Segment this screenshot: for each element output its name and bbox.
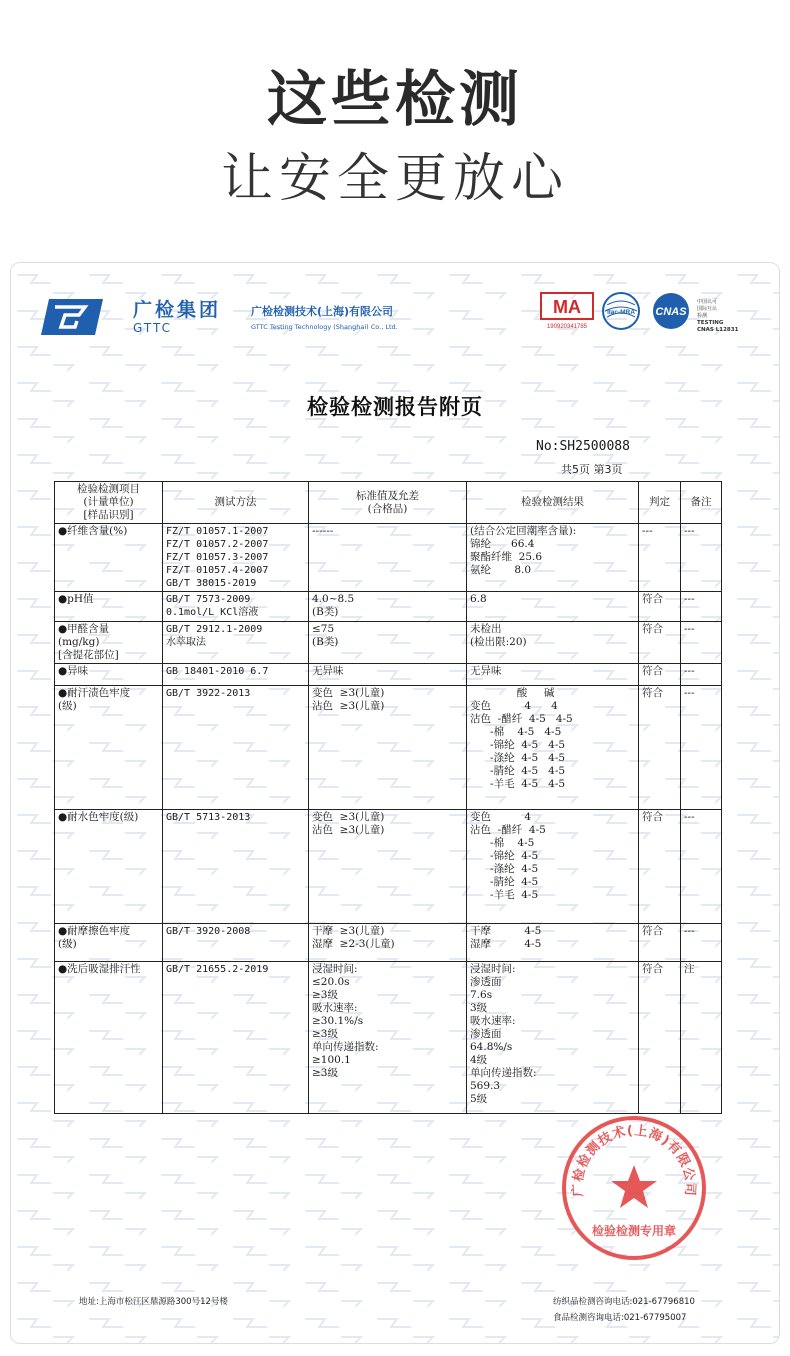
cell-standard-line: 单向传递指数:: [312, 1041, 379, 1053]
cell-result-line: 变色 4 4: [470, 700, 558, 712]
cell-item-line: ●纤维含量(%): [58, 525, 128, 537]
cell-item: [55, 622, 163, 664]
footer-food-phone: 食品检测咨询电话:021-67795007: [553, 1313, 687, 1323]
seal-top-text: 广检检测技术(上海)有限公司: [570, 1123, 698, 1198]
cnas-line3: 检测: [697, 313, 708, 319]
cell-result: [467, 592, 639, 622]
cell-result-line: 浸湿时间:: [470, 963, 516, 975]
cell-standard-line: 湿摩 ≥2-3(儿童): [312, 938, 395, 950]
cell-standard-line: 4.0~8.5: [312, 593, 355, 605]
cell-standard-line: 沾色 ≥3(儿童): [312, 824, 385, 836]
cell-result-line: 渗透面: [470, 976, 502, 988]
cell-result-line: -涤纶 4-5: [470, 863, 539, 875]
cell-standard-line: 浸湿时间:: [312, 963, 358, 975]
cell-standard-line: 变色 ≥3(儿童): [312, 811, 385, 823]
cell-item: [55, 810, 163, 924]
cnas-accreditation-text: [697, 299, 757, 334]
cell-method-line: 水萃取法: [166, 637, 206, 648]
cell-result-line: 64.8%/s: [470, 1041, 513, 1053]
cnas-line4: TESTING: [697, 320, 724, 326]
cell-result: [467, 524, 639, 592]
cell-method-line: GB/T 5713-2013: [166, 812, 251, 823]
cell-result-line: -涤纶 4-5 4-5: [470, 752, 566, 764]
cell-standard-line: ≤75: [312, 623, 335, 635]
cell-method-line: 0.1mol/L KCl溶液: [166, 607, 259, 618]
cell-item: [55, 962, 163, 1114]
cell-remark: 注: [681, 962, 722, 1114]
cnas-logo-icon: [645, 291, 697, 331]
cell-result-line: 聚酯纤维 25.6: [470, 551, 543, 563]
cell-result-line: 沾色 -醋纤 4-5 4-5: [470, 713, 573, 725]
cell-item-line: ●甲醛含量: [58, 623, 110, 635]
cell-result-line: 6.8: [470, 593, 487, 605]
cell-item-line: ●耐摩擦色牢度: [58, 925, 131, 937]
cell-item: [55, 524, 163, 592]
cell-standard-line: ≤20.0s: [312, 976, 350, 988]
footer-address: 地址:上海市松江区鼎源路300号12号楼: [79, 1297, 228, 1307]
table-row: [55, 962, 722, 1114]
cell-method-line: FZ/T 01057.3-2007: [166, 552, 269, 563]
header-method: 测试方法: [163, 482, 309, 524]
cell-result-line: (检出限:20): [470, 636, 527, 648]
cell-method-line: GB/T 3920-2008: [166, 926, 251, 937]
cell-standard-line: ≥3级: [312, 1028, 338, 1040]
table-row: [55, 592, 722, 622]
cell-result-line: 4级: [470, 1054, 488, 1066]
cell-result-line: 5级: [470, 1093, 488, 1105]
gttc-logo-icon: [41, 299, 103, 335]
cell-result: [467, 622, 639, 664]
header-result: 检验检测结果: [467, 482, 639, 524]
cell-result-line: 吸水速率:: [470, 1015, 516, 1027]
cell-method: [163, 810, 309, 924]
cell-result-line: 沾色 -醋纤 4-5: [470, 824, 546, 836]
test-results-table: [54, 481, 722, 1114]
cell-method-line: GB/T 38015-2019: [166, 578, 257, 589]
header-item-line: (计量单位): [83, 496, 134, 508]
cell-method: [163, 622, 309, 664]
cell-standard: [309, 686, 467, 810]
header-standard: [309, 482, 467, 524]
cell-standard-line: 无异味: [312, 665, 344, 677]
footer-textile-phone: 纺织品检测咨询电话:021-67796810: [553, 1297, 695, 1307]
table-header-row: [55, 482, 722, 524]
cell-result-line: 7.6s: [470, 989, 493, 1001]
cnas-line2: 国际互认: [697, 306, 718, 312]
cell-result-line: 3级: [470, 1002, 488, 1014]
cell-standard-line: (B类): [312, 606, 339, 618]
cell-item-line: ●洗后吸湿排汗性: [58, 963, 141, 975]
cell-result-line: -羊毛 4-5: [470, 889, 539, 901]
cma-text: MA: [553, 297, 581, 317]
cell-result-line: 酸 碱: [470, 687, 555, 699]
cell-result: [467, 810, 639, 924]
table-row: [55, 810, 722, 924]
cell-judgement: 符合: [639, 686, 681, 810]
cell-method-line: GB/T 7573-2009: [166, 594, 251, 605]
table-row: [55, 924, 722, 962]
cell-remark: ---: [681, 664, 722, 686]
cell-remark: ---: [681, 592, 722, 622]
cell-standard-line: ≥100.1: [312, 1054, 351, 1066]
cell-judgement: 符合: [639, 622, 681, 664]
cell-remark: ---: [681, 686, 722, 810]
cell-standard: [309, 592, 467, 622]
cell-item: [55, 686, 163, 810]
brand-name-en: GTTC: [133, 321, 172, 335]
ilac-mra-logo-icon: [601, 291, 641, 331]
header-judgement: 判定: [639, 482, 681, 524]
table-row: [55, 524, 722, 592]
cell-item: [55, 924, 163, 962]
cell-method: [163, 686, 309, 810]
cell-method-line: FZ/T 01057.4-2007: [166, 565, 269, 576]
cell-method: [163, 962, 309, 1114]
cell-standard: [309, 924, 467, 962]
cell-result-line: -棉 4-5 4-5: [470, 726, 562, 738]
cell-standard: [309, 524, 467, 592]
cnas-text: CNAS: [655, 306, 687, 318]
ilac-text: ilac-MRA: [607, 309, 635, 316]
cnas-line1: 中国认可: [697, 299, 718, 305]
cell-standard: [309, 622, 467, 664]
cell-result: [467, 924, 639, 962]
header-remark: 备注: [681, 482, 722, 524]
report-title: 检验检测报告附页: [307, 395, 483, 419]
cell-method-line: GB 18401-2010 6.7: [166, 666, 269, 677]
cell-method: [163, 664, 309, 686]
cell-standard: [309, 962, 467, 1114]
cell-judgement: ---: [639, 524, 681, 592]
cell-standard-line: 变色 ≥3(儿童): [312, 687, 385, 699]
cell-item-line: ●耐汗渍色牢度: [58, 687, 131, 699]
brand-name-cn: 广检集团: [133, 299, 222, 321]
cell-result-line: 干摩 4-5: [470, 925, 542, 937]
cell-result: [467, 686, 639, 810]
cell-judgement: 符合: [639, 810, 681, 924]
company-name-en: GTTC Testing Technology (Shanghai) Co., Ltd.: [251, 323, 398, 331]
cell-method-line: FZ/T 01057.1-2007: [166, 526, 269, 537]
cell-result: [467, 664, 639, 686]
cell-result-line: 渗透面: [470, 1028, 502, 1040]
cell-method: [163, 924, 309, 962]
cell-result-line: -锦纶 4-5: [470, 850, 539, 862]
cell-result: [467, 962, 639, 1114]
cell-item-line: ●耐水色牢度(级): [58, 811, 139, 823]
hero-title: 这些检测: [267, 65, 523, 135]
header-item-line: [样品识别]: [83, 509, 134, 521]
hero-subtitle: 让安全更放心: [220, 149, 569, 209]
table-row: [55, 664, 722, 686]
report-page-count: 共5页 第3页: [561, 463, 623, 476]
cell-standard-line: 干摩 ≥3(儿童): [312, 925, 385, 937]
cell-method-line: GB/T 3922-2013: [166, 688, 251, 699]
header-standard-line: 标准值及允差: [356, 489, 419, 502]
cell-standard: [309, 664, 467, 686]
cell-method: [163, 524, 309, 592]
cell-result-line: (结合公定回潮率含量):: [470, 525, 577, 537]
cell-result-line: -棉 4-5: [470, 837, 535, 849]
cell-standard-line: ≥3级: [312, 989, 338, 1001]
cell-result-line: 569.3: [470, 1080, 501, 1092]
cell-item-line: (级): [58, 700, 77, 712]
cell-standard-line: ------: [312, 525, 334, 537]
cell-method-line: FZ/T 01057.2-2007: [166, 539, 269, 550]
report-number: No:SH2500088: [536, 439, 630, 454]
cell-result-line: 氨纶 8.0: [470, 564, 532, 576]
cell-item: [55, 664, 163, 686]
cell-result-line: 单向传递指数:: [470, 1067, 537, 1079]
cell-remark: ---: [681, 924, 722, 962]
seal-bottom-text: 检验检测专用章: [591, 1224, 677, 1238]
header-item-line: 检验检测项目: [77, 483, 140, 495]
cell-judgement: 符合: [639, 592, 681, 622]
report-sheet: [10, 262, 780, 1344]
cell-item-line: (级): [58, 938, 77, 950]
cma-logo-icon: [539, 291, 595, 331]
table-row: [55, 622, 722, 664]
cell-remark: ---: [681, 524, 722, 592]
cell-result-line: 湿摩 4-5: [470, 938, 542, 950]
cell-result-line: -腈纶 4-5 4-5: [470, 765, 566, 777]
gttc-logo: [41, 295, 398, 341]
cell-remark: ---: [681, 810, 722, 924]
cell-item-line: ●异味: [58, 665, 89, 677]
cell-standard-line: 吸水速率:: [312, 1002, 358, 1014]
cell-result-line: 无异味: [470, 665, 502, 677]
company-name-cn: 广检检测技术(上海)有限公司: [251, 305, 394, 318]
cell-result-line: -锦纶 4-5 4-5: [470, 739, 566, 751]
cell-item: [55, 592, 163, 622]
header-standard-line: (合格品): [367, 502, 408, 515]
cell-result-line: 未检出: [470, 623, 502, 635]
cell-method-line: GB/T 21655.2-2019: [166, 964, 269, 975]
cell-judgement: 符合: [639, 924, 681, 962]
cell-item-line: [含提花部位]: [58, 649, 119, 661]
cma-number: 190920341785: [546, 324, 588, 330]
cell-remark: ---: [681, 622, 722, 664]
cell-method-line: GB/T 2912.1-2009: [166, 624, 263, 635]
table-row: [55, 686, 722, 810]
cnas-code: CNAS L12831: [697, 327, 739, 333]
cell-result-line: -腈纶 4-5: [470, 876, 539, 888]
cell-standard: [309, 810, 467, 924]
cell-judgement: 符合: [639, 962, 681, 1114]
cell-judgement: 符合: [639, 664, 681, 686]
cell-item-line: (mg/kg): [58, 636, 100, 648]
cell-standard-line: (B类): [312, 636, 339, 648]
cell-item-line: ●pH值: [58, 593, 94, 605]
cell-standard-line: ≥3级: [312, 1067, 338, 1079]
cell-method: [163, 592, 309, 622]
cell-result-line: 锦纶 66.4: [470, 538, 535, 550]
cell-standard-line: 沾色 ≥3(儿童): [312, 700, 385, 712]
hero-banner: [0, 0, 790, 260]
cell-result-line: -羊毛 4-5 4-5: [470, 778, 566, 790]
cell-standard-line: ≥30.1%/s: [312, 1015, 364, 1027]
header-item: [55, 482, 163, 524]
official-seal: [559, 1113, 709, 1263]
cell-result-line: 变色 4: [470, 811, 532, 823]
